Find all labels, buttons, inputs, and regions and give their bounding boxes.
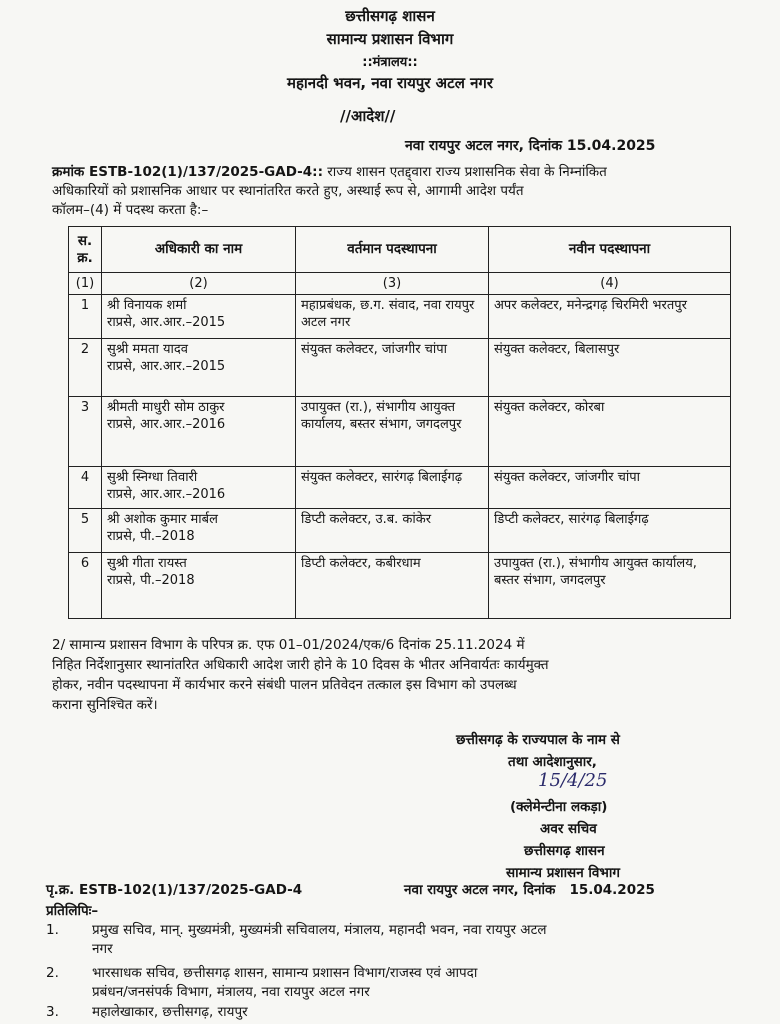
header-new-posting: नवीन पदस्थापना bbox=[489, 227, 731, 273]
row-new-posting: डिप्टी कलेक्टर, सारंगढ़ बिलाईगढ़ bbox=[489, 509, 731, 553]
row-sno: 6 bbox=[69, 553, 102, 619]
officer-name: श्री विनायक शर्मा bbox=[107, 298, 187, 313]
officer-service: राप्रसे, आर.आर.–2015 bbox=[107, 359, 226, 374]
column-number-row bbox=[69, 273, 731, 295]
row-officer bbox=[102, 509, 296, 553]
ministry-label: ::मंत्रालय:: bbox=[362, 55, 418, 70]
officer-service: राप्रसे, आर.आर.–2016 bbox=[107, 417, 226, 432]
order-intro-line-1 bbox=[52, 163, 742, 182]
para2-line-4: कराना सुनिश्चित करें। bbox=[52, 697, 158, 713]
endorsement-number: पृ.क्र. ESTB-102(1)/137/2025-GAD-4 bbox=[46, 882, 303, 898]
para2-line-2: निहित निर्देशानुसार स्थानांतरित अधिकारी आदेश जारी होने के 10 दिवस के भीतर अनिवार्यतः कार्यमुक्त bbox=[52, 657, 549, 673]
header-sno: स. क्र. bbox=[69, 227, 102, 273]
copy-item-text-cont: प्रबंधन/जनसंपर्क विभाग, मंत्रालय, नवा रायपुर अटल नगर bbox=[92, 984, 370, 1000]
officer-service: राप्रसे, पी.–2018 bbox=[107, 529, 195, 544]
officer-service: राप्रसे, आर.आर.–2015 bbox=[107, 315, 226, 330]
table-row bbox=[69, 467, 731, 509]
table-row bbox=[69, 397, 731, 467]
row-officer bbox=[102, 467, 296, 509]
officer-name: श्रीमती माधुरी सोम ठाकुर bbox=[107, 400, 225, 415]
officer-service: राप्रसे, आर.आर.–2016 bbox=[107, 487, 226, 502]
officer-name: सुश्री ममता यादव bbox=[107, 342, 188, 357]
table-row bbox=[69, 339, 731, 397]
row-current-posting: उपायुक्त (रा.), संभागीय आयुक्त कार्यालय, बस्तर संभाग, जगदलपुर bbox=[296, 397, 489, 467]
row-current-posting: संयुक्त कलेक्टर, जांजगीर चांपा bbox=[296, 339, 489, 397]
order-intro-text: राज्य शासन एतद्द्वारा राज्य प्रशासनिक सेवा के निम्नांकित bbox=[322, 164, 607, 180]
row-current-posting: महाप्रबंधक, छ.ग. संवाद, नवा रायपुर अटल नगर bbox=[296, 295, 489, 339]
table-row bbox=[69, 509, 731, 553]
table-header-row bbox=[69, 227, 731, 273]
signature-authority-line: छत्तीसगढ़ के राज्यपाल के नाम से bbox=[456, 732, 620, 748]
row-new-posting: संयुक्त कलेक्टर, कोरबा bbox=[489, 397, 731, 467]
row-officer bbox=[102, 553, 296, 619]
order-intro-line-3: कॉलम–(4) में पदस्थ करता है:– bbox=[52, 202, 209, 218]
endorsement-place-date: नवा रायपुर अटल नगर, दिनांक 15.04.2025 bbox=[404, 882, 655, 898]
signature-order-line: तथा आदेशानुसार, bbox=[508, 754, 597, 770]
para2-line-1: 2/ सामान्य प्रशासन विभाग के परिपत्र क्र. एफ 01–01/2024/एक/6 दिनांक 25.11.2024 में bbox=[52, 637, 525, 653]
officer-name: सुश्री स्निग्धा तिवारी bbox=[107, 470, 198, 485]
col-number: (1) bbox=[69, 273, 102, 295]
order-number: क्रमांक ESTB-102(1)/137/2025-GAD-4:: bbox=[52, 164, 323, 180]
department-name: सामान्य प्रशासन विभाग bbox=[326, 30, 454, 48]
row-sno: 1 bbox=[69, 295, 102, 339]
header-name: अधिकारी का नाम bbox=[102, 227, 296, 273]
table-row bbox=[69, 553, 731, 619]
col-number: (4) bbox=[489, 273, 731, 295]
row-officer bbox=[102, 295, 296, 339]
row-new-posting: उपायुक्त (रा.), संभागीय आयुक्त कार्यालय, बस्तर संभाग, जगदलपुर bbox=[489, 553, 731, 619]
signatory-org-2: सामान्य प्रशासन विभाग bbox=[506, 865, 620, 881]
row-sno: 4 bbox=[69, 467, 102, 509]
signatory-name: (क्लेमेन्टीना लकड़ा) bbox=[510, 799, 608, 815]
row-new-posting: संयुक्त कलेक्टर, बिलासपुर bbox=[489, 339, 731, 397]
copy-to-label: प्रतिलिपिः– bbox=[46, 903, 99, 919]
row-officer bbox=[102, 397, 296, 467]
copy-item-number: 2. bbox=[46, 965, 59, 981]
header-current-posting: वर्तमान पदस्थापना bbox=[296, 227, 489, 273]
signatory-designation: अवर सचिव bbox=[540, 821, 597, 837]
copy-item-text: भारसाधक सचिव, छत्तीसगढ़ शासन, सामान्य प्रशासन विभाग/राजस्व एवं आपदा bbox=[92, 965, 478, 981]
office-address: महानदी भवन, नवा रायपुर अटल नगर bbox=[286, 74, 494, 92]
row-current-posting: डिप्टी कलेक्टर, उ.ब. कांकेर bbox=[296, 509, 489, 553]
table-row bbox=[69, 295, 731, 339]
col-number: (3) bbox=[296, 273, 489, 295]
transfer-table bbox=[68, 226, 731, 619]
row-new-posting: अपर कलेक्टर, मनेन्द्रगढ़ चिरमिरी भरतपुर bbox=[489, 295, 731, 339]
officer-service: राप्रसे, पी.–2018 bbox=[107, 573, 195, 588]
row-sno: 3 bbox=[69, 397, 102, 467]
col-number: (2) bbox=[102, 273, 296, 295]
row-officer bbox=[102, 339, 296, 397]
copy-item-number: 1. bbox=[46, 922, 59, 938]
order-place-date: नवा रायपुर अटल नगर, दिनांक 15.04.2025 bbox=[405, 138, 656, 154]
para2-line-3: होकर, नवीन पदस्थापना में कार्यभार करने संबंधी पालन प्रतिवेदन तत्काल इस विभाग को उपलब्ध bbox=[52, 677, 517, 693]
row-sno: 5 bbox=[69, 509, 102, 553]
row-current-posting: संयुक्त कलेक्टर, सारंगढ़ बिलाईगढ़ bbox=[296, 467, 489, 509]
row-sno: 2 bbox=[69, 339, 102, 397]
row-new-posting: संयुक्त कलेक्टर, जांजगीर चांपा bbox=[489, 467, 731, 509]
copy-item-number: 3. bbox=[46, 1004, 59, 1020]
officer-name: सुश्री गीता रायस्त bbox=[107, 556, 187, 571]
copy-item-text-cont: नगर bbox=[92, 941, 113, 957]
officer-name: श्री अशोक कुमार मार्बल bbox=[107, 512, 218, 527]
copy-item-text: महालेखाकार, छत्तीसगढ़, रायपुर bbox=[92, 1004, 248, 1020]
row-current-posting: डिप्टी कलेक्टर, कबीरधाम bbox=[296, 553, 489, 619]
order-intro-line-2: अधिकारियों को प्रशासनिक आधार पर स्थानांतरित करते हुए, अस्थाई रूप से, आगामी आदेश पर्यंत bbox=[52, 183, 524, 199]
order-title: //आदेश// bbox=[340, 107, 396, 125]
signatory-org-1: छत्तीसगढ़ शासन bbox=[524, 843, 605, 859]
handwritten-signature: 15/4/25 bbox=[538, 770, 608, 791]
govt-name: छत्तीसगढ़ शासन bbox=[345, 7, 435, 25]
copy-item-text: प्रमुख सचिव, मान्. मुख्यमंत्री, मुख्यमंत्री सचिवालय, मंत्रालय, महानदी भवन, नवा रायपुर अटल bbox=[92, 922, 547, 938]
